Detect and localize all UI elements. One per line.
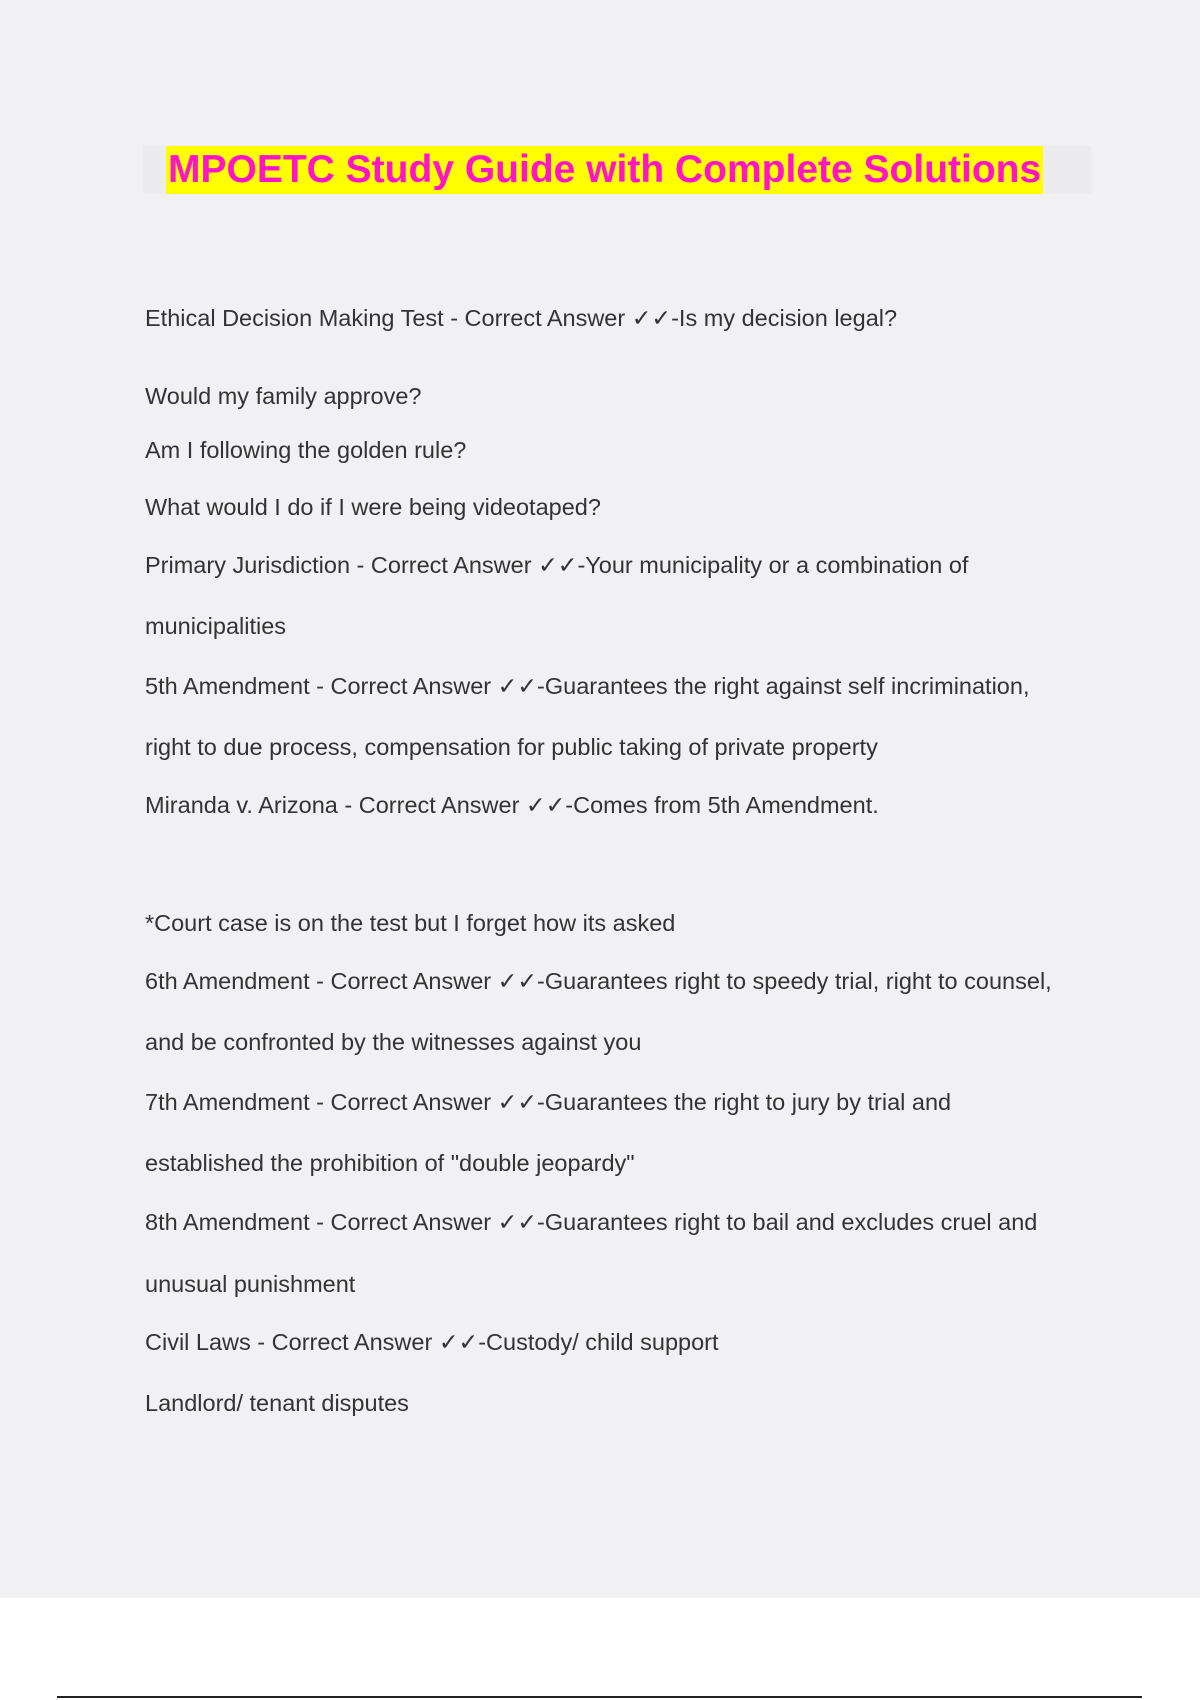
qa-line: and be confronted by the witnesses against you bbox=[145, 1029, 642, 1055]
qa-line: *Court case is on the test but I forget how its asked bbox=[145, 910, 676, 936]
qa-line: right to due process, compensation for public taking of private property bbox=[145, 734, 878, 760]
qa-line: Ethical Decision Making Test - Correct Answer ✓✓-Is my decision legal? bbox=[145, 305, 898, 331]
page-footer bbox=[0, 1598, 1200, 1700]
qa-line: 5th Amendment - Correct Answer ✓✓-Guarantees the right against self incrimination, bbox=[145, 673, 1030, 699]
qa-line: unusual punishment bbox=[145, 1271, 356, 1297]
qa-line: What would I do if I were being videotaped? bbox=[145, 494, 601, 520]
qa-line: municipalities bbox=[145, 613, 287, 639]
qa-line: Landlord/ tenant disputes bbox=[145, 1390, 409, 1416]
qa-line: established the prohibition of "double jeopardy" bbox=[145, 1150, 635, 1176]
qa-line: Am I following the golden rule? bbox=[145, 437, 467, 463]
qa-line: Primary Jurisdiction - Correct Answer ✓✓-Your municipality or a combination of bbox=[145, 552, 969, 578]
qa-line: Miranda v. Arizona - Correct Answer ✓✓-Comes from 5th Amendment. bbox=[145, 792, 879, 818]
qa-line: Civil Laws - Correct Answer ✓✓-Custody/ child support bbox=[145, 1329, 719, 1355]
qa-line: Would my family approve? bbox=[145, 383, 422, 409]
document-title: MPOETC Study Guide with Complete Solutions bbox=[166, 146, 1043, 194]
qa-line: 7th Amendment - Correct Answer ✓✓-Guarantees the right to jury by trial and bbox=[145, 1089, 952, 1115]
qa-line: 8th Amendment - Correct Answer ✓✓-Guarantees right to bail and excludes cruel and bbox=[145, 1209, 1038, 1235]
footer-rule bbox=[57, 1696, 1142, 1698]
qa-line: 6th Amendment - Correct Answer ✓✓-Guarantees right to speedy trial, right to counsel, bbox=[145, 968, 1052, 994]
